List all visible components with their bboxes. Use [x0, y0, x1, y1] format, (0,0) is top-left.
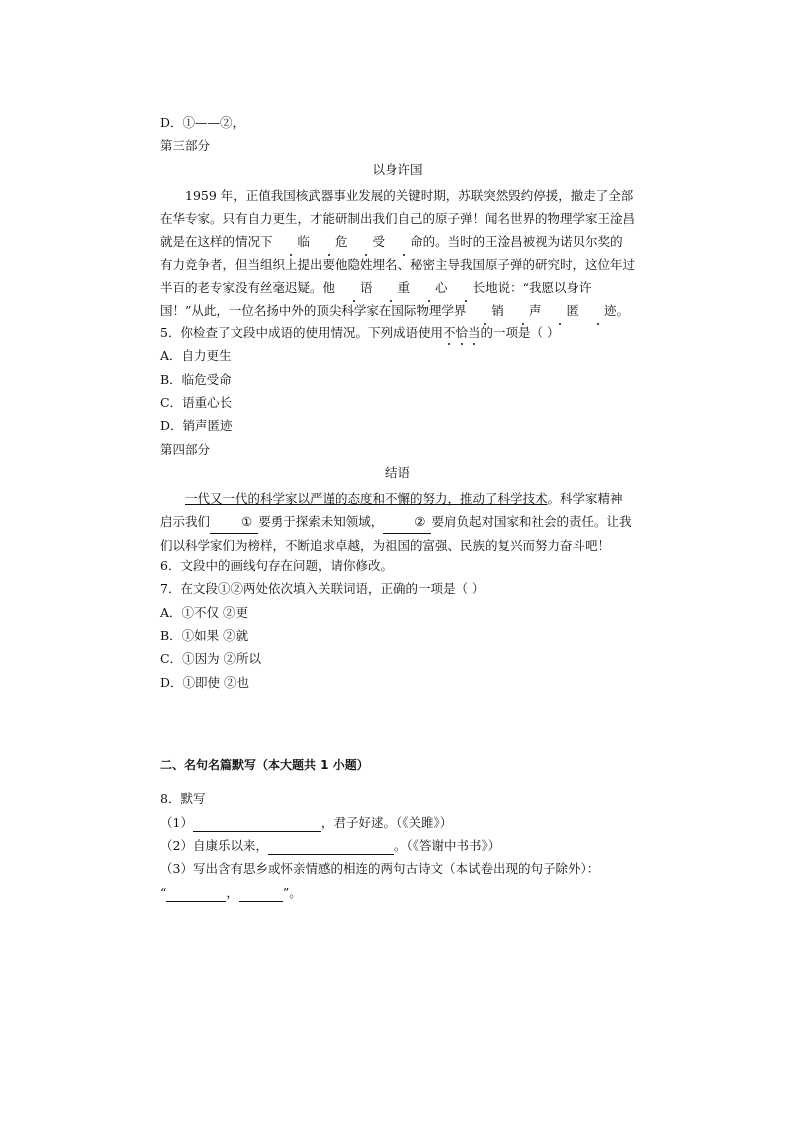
part3-title: 以身许国: [372, 162, 423, 177]
blank-slot-2[interactable]: ②: [383, 510, 431, 534]
dotted-char: 当: [468, 325, 481, 340]
dotted-char: 心: [410, 276, 448, 299]
dotted-char: 语: [335, 276, 373, 299]
q8-item-1: （1） ，君子好逑。（《关雎》）: [160, 815, 453, 830]
part3-text-4: 。: [616, 303, 629, 318]
part3-paragraph: [160, 184, 635, 322]
part4-title: 结语: [384, 465, 410, 480]
blank-slot-1[interactable]: ①: [210, 510, 258, 534]
part3-text-1: 1959 年，正值我国核武器事业发展的关键时期，苏联突然毁约停援，撤走了全部在华专家。只有自力更生，才能研制出我们自己的原子弹！闻名世界的物理学家王淦昌就是在这样的情况下: [160, 188, 636, 249]
part3-text-2: 的。当时的王淦昌被视为诺贝尔奖的有力竞争者，但当组织上提出要他隐姓埋名、秘密主导我国原子弹的研究时，这位年过半百的老专家没有丝毫迟疑。他: [160, 234, 636, 295]
answer-blank-3[interactable]: [166, 887, 226, 902]
question-5: 5．你检查了文段中成语的使用情况。下列成语使用不恰当的一项是（ ）: [160, 325, 560, 340]
part3-text-3: 地说：“我愿以身许国！”从此，一位名扬中外的顶尖科学家在国际物理学界: [160, 280, 592, 318]
dotted-char: 声: [504, 299, 542, 322]
dotted-char: 销: [466, 299, 504, 322]
part4-label: 第四部分: [160, 442, 211, 457]
section-2-heading: 二、名句名篇默写（本大题共 1 小题）: [160, 758, 369, 772]
dotted-char: 迹: [579, 299, 617, 322]
dotted-char: 危: [310, 230, 348, 253]
q5-option-a[interactable]: A．自力更生: [160, 348, 232, 363]
option-d-previous: D．①——②，: [160, 115, 246, 130]
q5-option-d[interactable]: D．销声匿迹: [160, 418, 233, 433]
question-8: 8．默写: [160, 791, 206, 806]
dotted-char: 不: [442, 325, 456, 340]
q7-option-b[interactable]: B．①如果 ②就: [160, 628, 249, 643]
dotted-char: 恰: [455, 325, 468, 340]
question-6: 6．文段中的画线句存在问题，请你修改。: [160, 558, 393, 573]
q5-option-c[interactable]: C．语重心长: [160, 395, 233, 410]
dotted-char: 受: [348, 230, 386, 253]
q8-item-3: （3）写出含有思乡或怀亲情感的相连的两句古诗文（本试卷出现的句子除外）：: [160, 861, 600, 876]
dotted-char: 临: [273, 230, 311, 253]
q7-option-a[interactable]: A．①不仅 ②更: [160, 605, 249, 620]
answer-blank-1[interactable]: [193, 817, 321, 832]
q8-item-2: （2）自康乐以来， 。（《答谢中书书》）: [160, 838, 501, 853]
part4-paragraph: 一代又一代的科学家以严谨的态度和不懈的努力，推动了科学技术。科学家精神启示我们 ① 要勇于探索未知领域， ② 要肩负起对国家和社会的责任。让我们以科学家们为榜样，不断追求卓越，为祖国的富强、民族的复兴而努力奋斗吧！: [160, 491, 632, 553]
dotted-char: 匿: [541, 299, 579, 322]
q7-option-d[interactable]: D．①即使 ②也: [160, 675, 249, 690]
part3-label: 第三部分: [160, 138, 211, 153]
answer-blank-2[interactable]: [268, 840, 394, 855]
q7-option-c[interactable]: C．①因为 ②所以: [160, 651, 262, 666]
answer-blank-4[interactable]: [239, 887, 283, 902]
underlined-sentence: 一代又一代的科学家以严谨的态度和不懈的努力，推动了科学技术: [185, 491, 548, 506]
dotted-char: 重: [373, 276, 411, 299]
question-7: 7．在文段①②两处依次填入关联词语，正确的一项是（ ）: [160, 581, 485, 596]
dotted-char: 长: [448, 276, 486, 299]
q8-item-3-answer: “ ， ”。: [160, 885, 302, 900]
q5-option-b[interactable]: B．临危受命: [160, 372, 232, 387]
dotted-char: 命: [385, 230, 423, 253]
